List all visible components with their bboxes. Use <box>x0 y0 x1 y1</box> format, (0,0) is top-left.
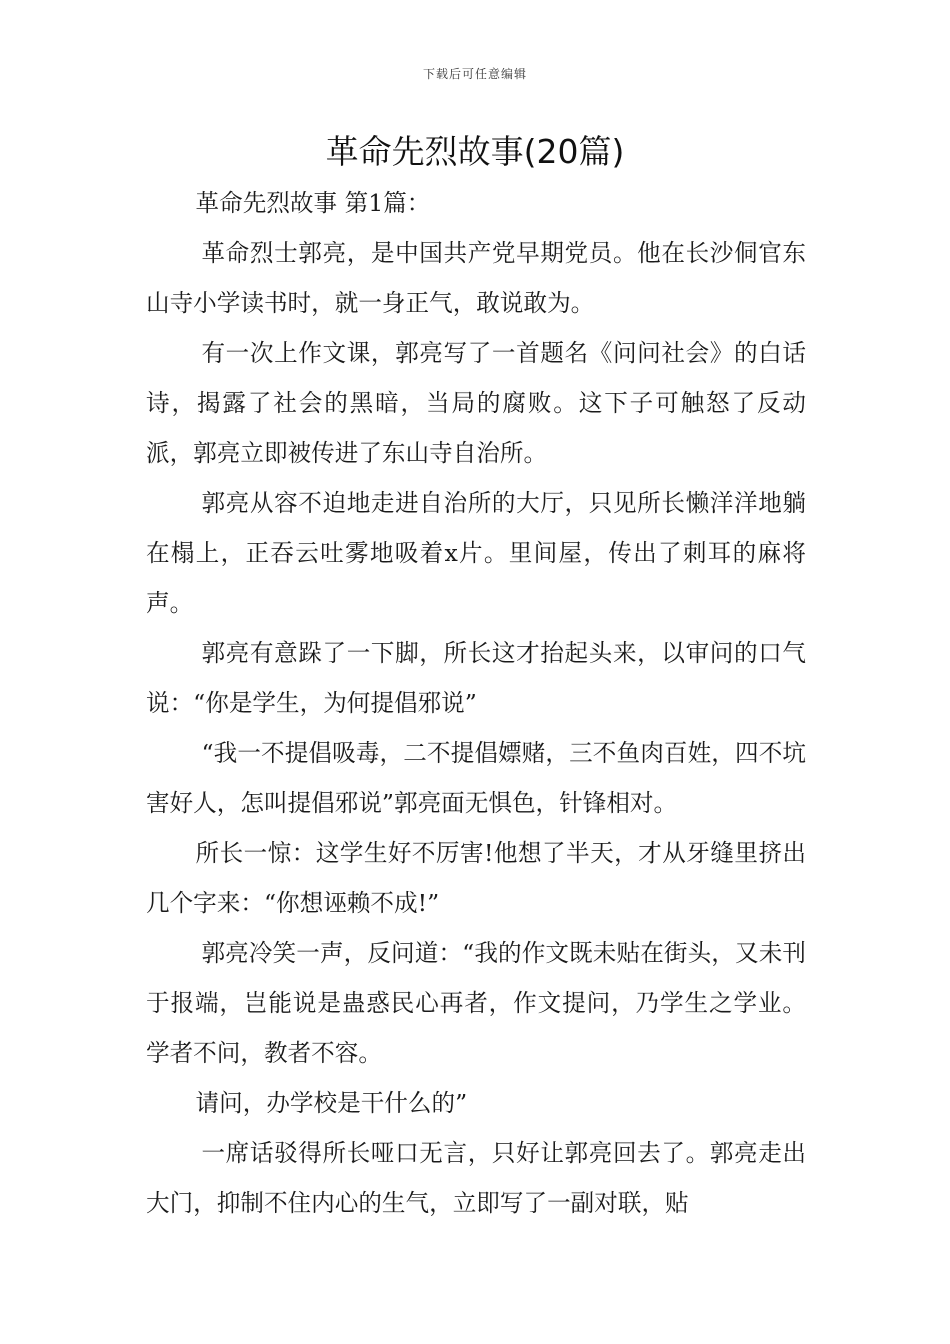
paragraph: 郭亮有意跺了一下脚，所长这才抬起头来，以审问的口气说：“你是学生，为何提倡邪说” <box>146 639 806 717</box>
document-body <box>146 178 806 1228</box>
paragraph: 有一次上作文课，郭亮写了一首题名《问问社会》的白话诗，揭露了社会的黑暗，当局的腐败。这下子可触怒了反动派，郭亮立即被传进了东山寺自治所。 <box>146 339 806 467</box>
paragraph: 革命先烈故事 第1篇： <box>195 189 431 217</box>
paragraph: 一席话驳得所长哑口无言，只好让郭亮回去了。郭亮走出大门，抑制不住内心的生气，立即写了一副对联，贴 <box>146 1139 806 1217</box>
paragraph: 郭亮从容不迫地走进自治所的大厅，只见所长懒洋洋地躺在榻上，正吞云吐雾地吸着x片。里间屋，传出了刺耳的麻将声。 <box>146 489 806 617</box>
document-title: 革命先烈故事(20篇) <box>325 132 625 171</box>
paragraph: 郭亮冷笑一声，反问道：“我的作文既未贴在街头，又未刊于报端，岂能说是蛊惑民心再者，作文提问，乃学生之学业。学者不问，教者不容。 <box>146 939 806 1067</box>
paragraph: 革命烈士郭亮，是中国共产党早期党员。他在长沙侗官东山寺小学读书时，就一身正气，敢说敢为。 <box>146 239 806 317</box>
paragraph: 请问，办学校是干什么的” <box>195 1089 468 1117</box>
paragraph: “我一不提倡吸毒，二不提倡嫖赌，三不鱼肉百姓，四不坑害好人，怎叫提倡邪说”郭亮面无惧色，针锋相对。 <box>146 739 806 817</box>
paragraph: 所长一惊：这学生好不厉害!他想了半天，才从牙缝里挤出几个字来：“你想诬赖不成!” <box>146 839 806 917</box>
page-header: 下载后可任意编辑 <box>422 67 527 81</box>
